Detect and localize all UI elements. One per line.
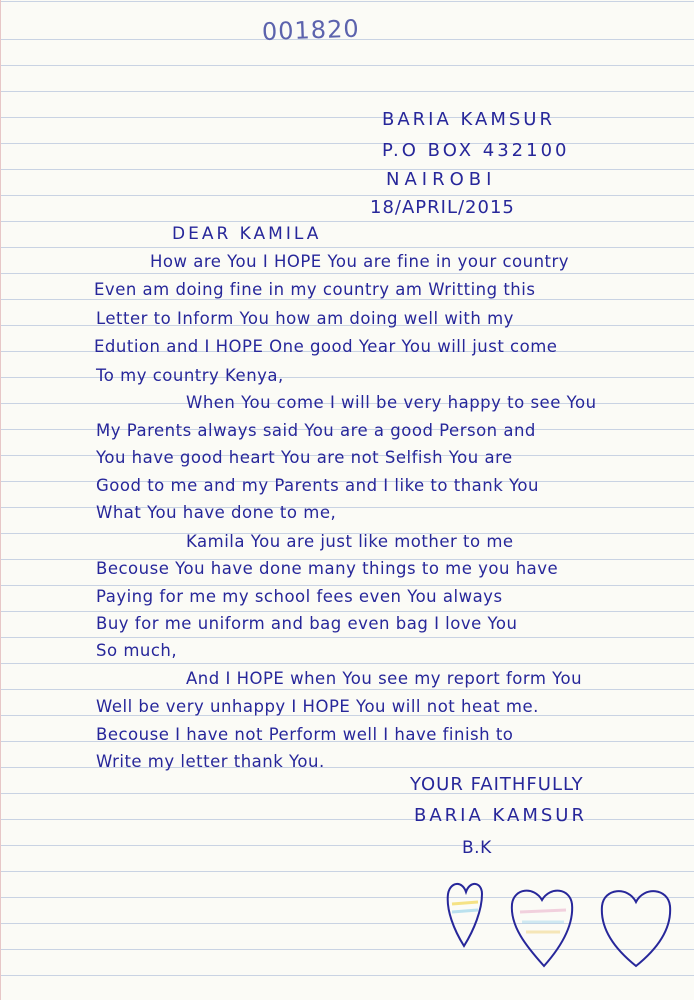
body-line: What You have done to me,: [96, 503, 337, 522]
reference-number: 001820: [261, 14, 361, 46]
letter-date: 18/APRIL/2015: [370, 197, 515, 218]
sender-name: BARIA KAMSUR: [382, 109, 555, 130]
heart-icon: [512, 891, 572, 966]
body-line: To my country Kenya,: [96, 366, 284, 385]
closing-name: BARIA KAMSUR: [414, 805, 587, 826]
body-line: When You come I will be very happy to see You: [186, 393, 597, 412]
body-line: My Parents always said You are a good Person and: [96, 421, 536, 440]
body-line: Becouse You have done many things to me you have: [96, 559, 559, 578]
body-line: Becouse I have not Perform well I have finish to: [96, 725, 514, 744]
body-line: Edution and I HOPE One good Year You will just come: [94, 337, 558, 356]
body-line: Write my letter thank You.: [96, 752, 325, 771]
body-line: How are You I HOPE You are fine in your country: [150, 252, 570, 271]
body-line: Even am doing fine in my country am Writting this: [94, 280, 536, 299]
body-line: Well be very unhappy I HOPE You will not heat me.: [96, 697, 539, 716]
heart-icon: [448, 884, 482, 946]
closing-phrase: YOUR FAITHFULLY: [410, 774, 584, 795]
body-line: Buy for me uniform and bag even bag I love You: [96, 614, 518, 633]
body-line: Good to me and my Parents and I like to thank You: [96, 476, 539, 495]
greeting: DEAR KAMILA: [172, 224, 322, 244]
hearts-drawing: [440, 870, 680, 970]
heart-icon: [602, 891, 670, 966]
body-line: Letter to Inform You how am doing well with my: [96, 309, 514, 328]
body-line: Kamila You are just like mother to me: [186, 532, 514, 551]
sender-address: P.O BOX 432100: [382, 140, 570, 161]
closing-initials: B.K: [462, 838, 492, 858]
body-line: You have good heart You are not Selfish You are: [96, 448, 513, 467]
body-line: Paying for me my school fees even You always: [96, 587, 503, 606]
body-line: So much,: [96, 641, 178, 660]
sender-city: NAIROBI: [386, 169, 497, 190]
margin-line: [0, 0, 1, 1000]
body-line: And I HOPE when You see my report form You: [186, 669, 583, 688]
